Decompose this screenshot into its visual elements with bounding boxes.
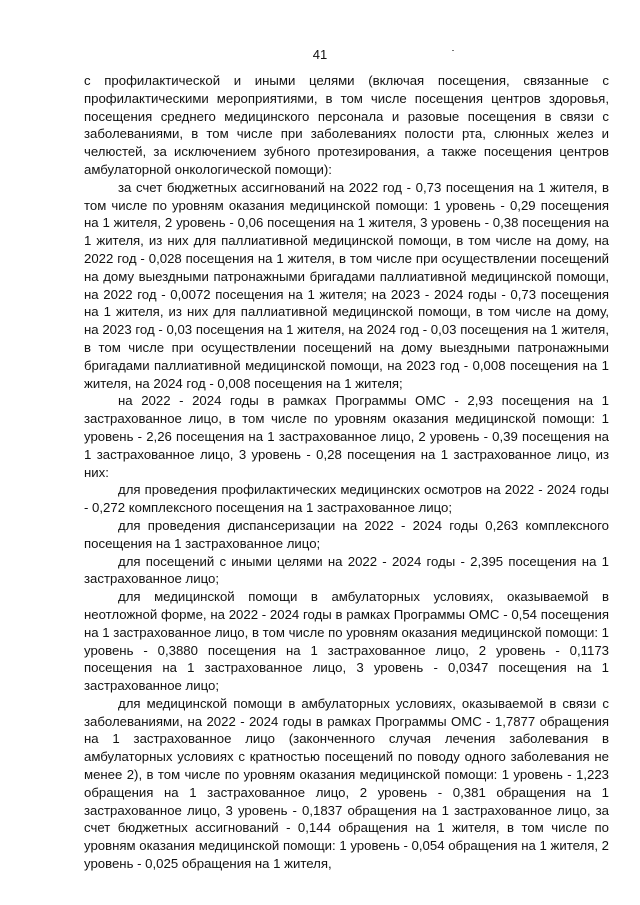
paragraph: для медицинской помощи в амбулаторных условиях, оказываемой в связи с заболеваниями, на 2022 - 2024 годы в рамках Программы ОМС - 1,7877 обращения на 1 застрахованное лицо (законченного случая лечения заболевания в амбулаторных условиях с кратностью посещений по поводу одного заболевания не менее 2), в том числе по уровням оказания медицинской помощи: 1 уровень - 1,223 обращения на 1 застрахованное лицо, 2 уровень - 0,381 обращения на 1 застрахованное лицо, 3 уровень - 0,1837 обращения на 1 застрахованное лицо, за счет бюджетных ассигнований - 0,144 обращения на 1 жителя, в том числе по уровням оказания медицинской помощи: 1 уровень - 0,054 обращения на 1 жителя, 2 уровень - 0,025 обращения на 1 жителя, [84,695,610,872]
body-text [84,72,609,873]
paragraph: для проведения диспансеризации на 2022 - 2024 годы 0,263 комплексного посещения на 1 застрахованное лицо; [84,517,609,551]
paragraph: за счет бюджетных ассигнований на 2022 год - 0,73 посещения на 1 жителя, в том числе по уровням оказания медицинской помощи: 1 уровень - 0,29 посещения на 1 жителя, 2 уровень - 0,06 посещения на 1 жителя, 3 уровень - 0,38 посещения на 1 жителя, из них для паллиативной медицинской помощи, в том числе на дому, на 2022 год - 0,028 посещения на 1 жителя, в том числе при осуществлении посещений на дому выездными патронажными бригадами паллиативной медицинской помощи, на 2022 год - 0,0072 посещения на 1 жителя; на 2023 - 2024 годы - 0,73 посещения на 1 жителя, из них для паллиативной медицинской помощи, в том числе на дому, на 2023 год - 0,03 посещения на 1 жителя, на 2024 год - 0,03 посещения на 1 жителя, в том числе при осуществлении посещений на дому выездными патронажными бригадами паллиативной медицинской помощи, на 2023 год - 0,008 посещения на 1 жителя, на 2024 год - 0,008 посещения на 1 жителя; [84,179,609,391]
paragraph: на 2022 - 2024 годы в рамках Программы ОМС - 2,93 посещения на 1 застрахованное лицо, в том числе по уровням оказания медицинской помощи: 1 уровень - 2,26 посещения на 1 застрахованное лицо, 2 уровень - 0,39 посещения на 1 застрахованное лицо, 3 уровень - 0,28 посещения на 1 застрахованное лицо, из них: [84,393,609,480]
paragraph: для проведения профилактических медицинских осмотров на 2022 - 2024 годы - 0,272 комплексного посещения на 1 застрахованное лицо; [84,482,609,516]
paragraph: с профилактической и иными целями (включая посещения, связанные с профилактическими мероприятиями, в том числе посещения центров здоровья, посещения среднего медицинского персонала и разовые посещения в связи с заболеваниями, в том числе при заболеваниях полости рта, слюнных желез и челюстей, за исключением зубного протезирования, а также посещения центров амбулаторной онкологической помощи): [84,73,609,177]
paragraph: для посещений с иными целями на 2022 - 2024 годы - 2,395 посещения на 1 застрахованное лицо; [84,553,609,587]
page-number: 41 [312,47,328,62]
paragraph: для медицинской помощи в амбулаторных условиях, оказываемой в неотложной форме, на 2022 - 2024 годы в рамках Программы ОМС - 0,54 посещения на 1 застрахованное лицо, в том числе по уровням оказания медицинской помощи: 1 уровень - 0,3880 посещения на 1 застрахованное лицо, 2 уровень - 0,1173 посещения на 1 застрахованное лицо, 3 уровень - 0,0347 посещения на 1 застрахованное лицо; [84,589,609,694]
scan-speck [452,50,454,51]
